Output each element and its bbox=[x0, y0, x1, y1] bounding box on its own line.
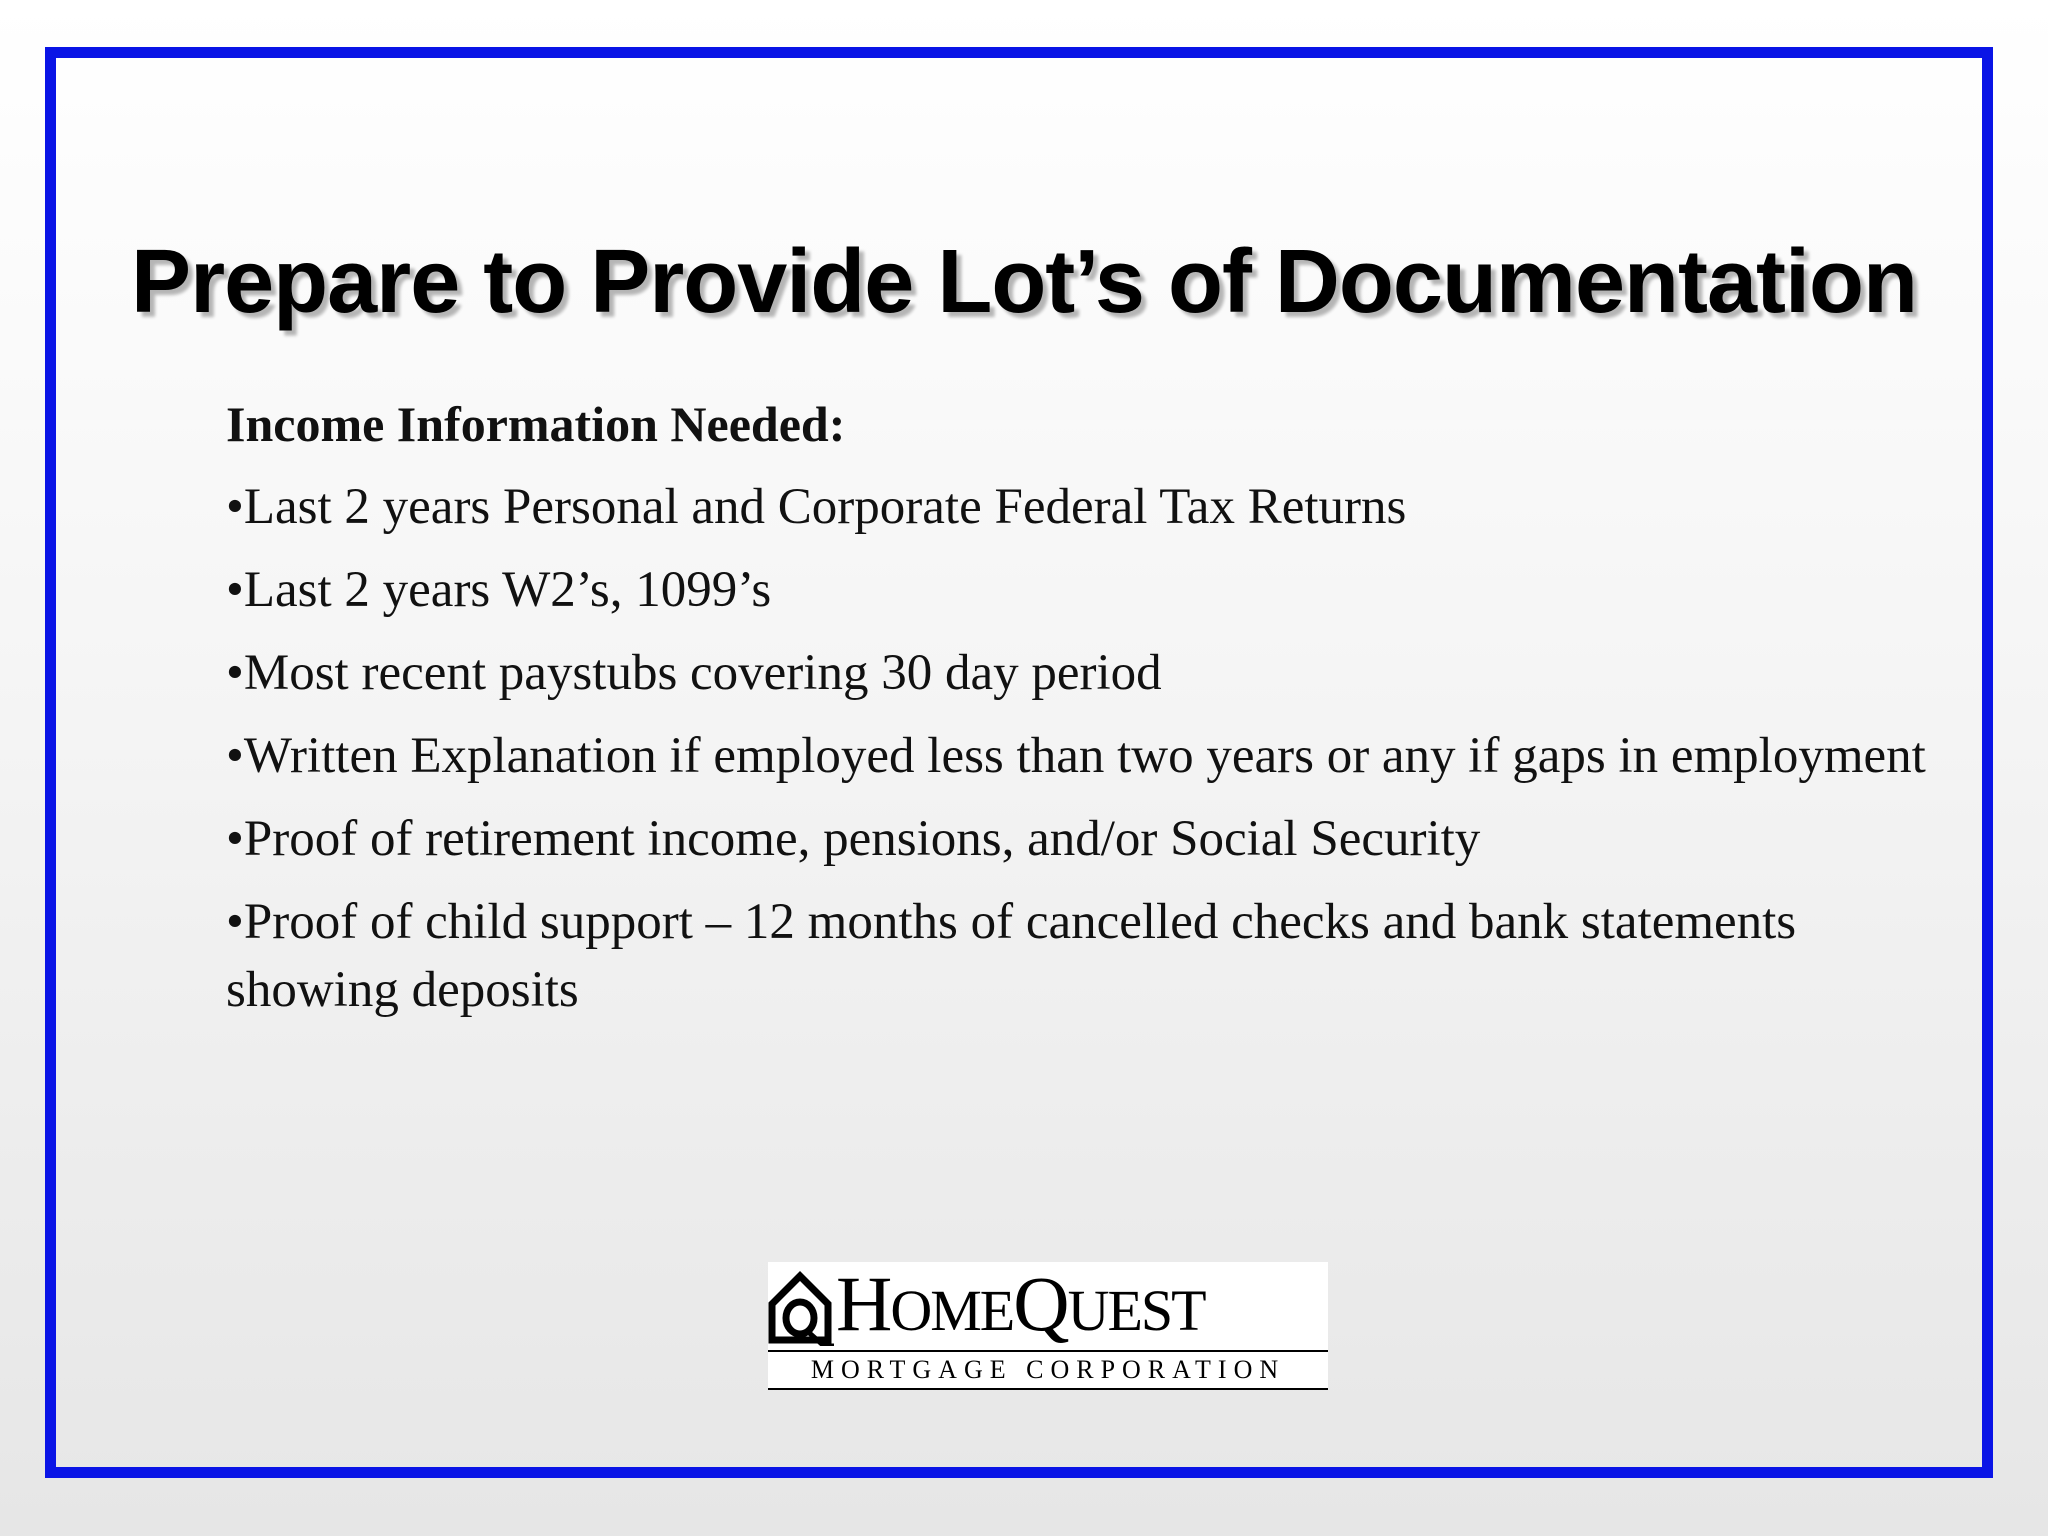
logo-subtitle: MORTGAGE CORPORATION bbox=[810, 1355, 1286, 1384]
slide-title: Prepare to Provide Lot’s of Documentation bbox=[131, 232, 1917, 332]
bullet-list bbox=[226, 473, 1926, 1024]
house-q-icon bbox=[768, 1270, 836, 1346]
list-item bbox=[226, 556, 1926, 624]
homequest-logo bbox=[768, 1262, 1328, 1390]
bullet-icon: • bbox=[226, 562, 244, 618]
bullet-icon: • bbox=[226, 894, 244, 950]
list-item bbox=[226, 722, 1926, 790]
list-item-text: Written Explanation if employed less than two years or any if gaps in employment bbox=[243, 728, 1926, 784]
list-item-text: Most recent paystubs covering 30 day period bbox=[243, 645, 1162, 701]
bullet-icon: • bbox=[226, 811, 244, 867]
list-item bbox=[226, 639, 1926, 707]
list-item-text: Proof of child support – 12 months of cancelled checks and bank statements showing deposits bbox=[226, 894, 1797, 1018]
bullet-icon: • bbox=[226, 728, 244, 784]
list-item-text: Proof of retirement income, pensions, and/or Social Security bbox=[243, 811, 1481, 867]
logo-rule bbox=[768, 1388, 1328, 1390]
list-item bbox=[226, 888, 1926, 1024]
section-heading: Income Information Needed: bbox=[226, 396, 846, 452]
list-item-text: Last 2 years W2’s, 1099’s bbox=[243, 562, 772, 618]
content-area bbox=[226, 390, 1926, 1039]
list-item bbox=[226, 805, 1926, 873]
logo-rule bbox=[768, 1350, 1328, 1352]
bullet-icon: • bbox=[226, 479, 244, 535]
list-item-text: Last 2 years Personal and Corporate Federal Tax Returns bbox=[243, 479, 1407, 535]
logo-top bbox=[768, 1262, 1328, 1346]
list-item bbox=[226, 473, 1926, 541]
bullet-icon: • bbox=[226, 645, 244, 701]
logo-wordmark: HOMEQUEST bbox=[836, 1260, 1205, 1347]
